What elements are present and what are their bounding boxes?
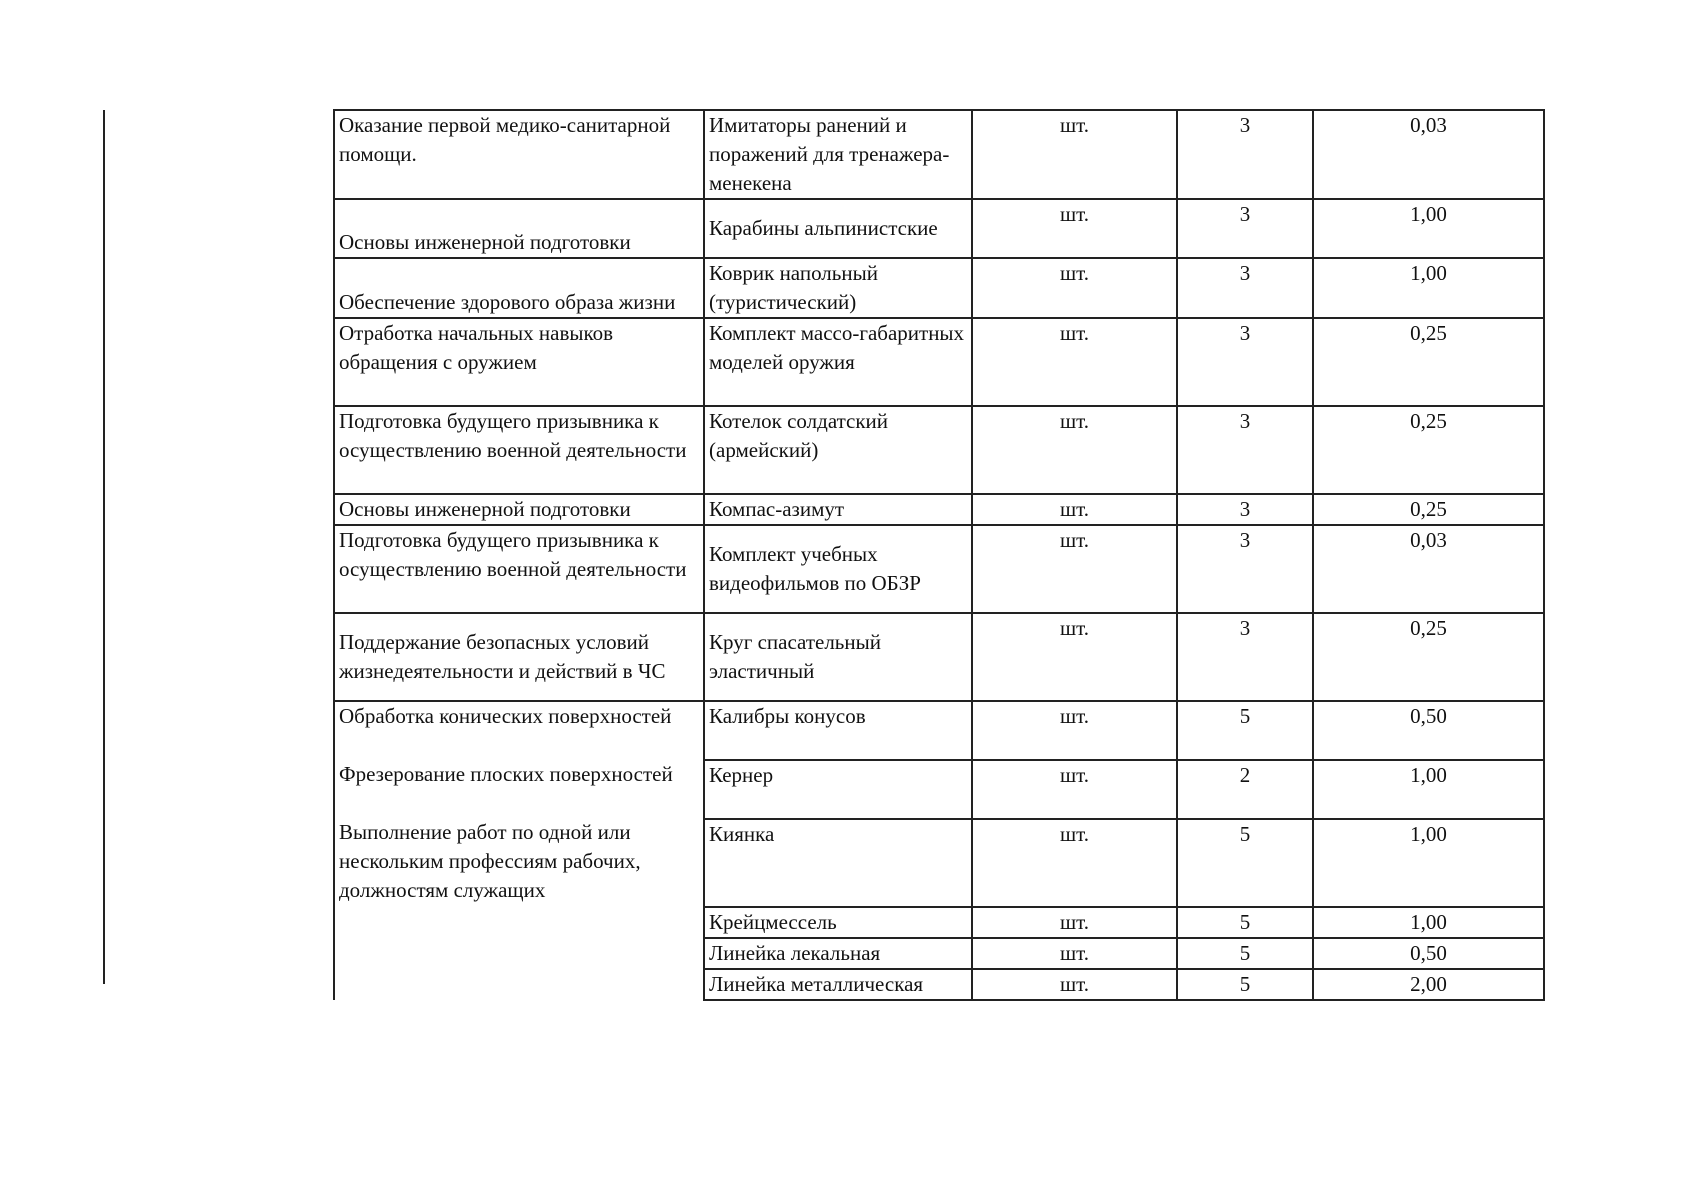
item-cell: Компас-азимут [704, 494, 972, 525]
quantity-cell: 2 [1177, 760, 1313, 819]
unit-cell: шт. [972, 110, 1177, 199]
section-cell: Основы инженерной подготовки [334, 199, 704, 258]
norm-cell: 0,03 [1313, 110, 1544, 199]
section-line: Фрезерование плоских поверхностей [339, 762, 673, 786]
item-cell: Крейцмессель [704, 907, 972, 938]
norm-cell: 2,00 [1313, 969, 1544, 1000]
norm-cell: 1,00 [1313, 760, 1544, 819]
section-line: Выполнение работ по одной или нескольким профессиям рабочих, должностям служащих [339, 820, 641, 902]
unit-cell: шт. [972, 525, 1177, 613]
section-cell: Поддержание безопасных условий жизнедеятельности и действий в ЧС [334, 613, 704, 701]
quantity-cell: 5 [1177, 907, 1313, 938]
item-cell: Котелок солдатский (армейский) [704, 406, 972, 494]
unit-cell: шт. [972, 760, 1177, 819]
norm-cell: 1,00 [1313, 258, 1544, 318]
norm-cell: 1,00 [1313, 907, 1544, 938]
quantity-cell: 5 [1177, 701, 1313, 760]
norm-cell: 0,50 [1313, 701, 1544, 760]
section-cell: Подготовка будущего призывника к осуществлению военной деятельности [334, 406, 704, 494]
section-line: Обработка конических поверхностей [339, 704, 672, 728]
item-cell: Коврик напольный (туристический) [704, 258, 972, 318]
norm-cell: 0,25 [1313, 406, 1544, 494]
norm-cell: 0,50 [1313, 938, 1544, 969]
item-cell: Карабины альпинистские [704, 199, 972, 258]
table-row [334, 199, 1544, 258]
table-row [334, 318, 1544, 406]
table-row [334, 525, 1544, 613]
unit-cell: шт. [972, 907, 1177, 938]
section-cell: Подготовка будущего призывника к осуществлению военной деятельности [334, 525, 704, 613]
item-cell: Комплект учебных видеофильмов по ОБЗР [704, 525, 972, 613]
quantity-cell: 3 [1177, 494, 1313, 525]
table-row [334, 494, 1544, 525]
quantity-cell: 5 [1177, 938, 1313, 969]
norm-cell: 0,25 [1313, 318, 1544, 406]
table-row [334, 258, 1544, 318]
quantity-cell: 3 [1177, 318, 1313, 406]
item-cell: Круг спасательный эластичный [704, 613, 972, 701]
unit-cell: шт. [972, 701, 1177, 760]
norm-cell: 1,00 [1313, 199, 1544, 258]
table-row [334, 613, 1544, 701]
equipment-table [333, 109, 1545, 1001]
table-row [334, 406, 1544, 494]
unit-cell: шт. [972, 318, 1177, 406]
unit-cell: шт. [972, 969, 1177, 1000]
section-cell: Основы инженерной подготовки [334, 494, 704, 525]
item-cell: Линейка металлическая [704, 969, 972, 1000]
unit-cell: шт. [972, 613, 1177, 701]
item-cell: Кернер [704, 760, 972, 819]
item-cell: Комплект массо-габаритных моделей оружия [704, 318, 972, 406]
section-cell: Отработка начальных навыков обращения с оружием [334, 318, 704, 406]
quantity-cell: 3 [1177, 258, 1313, 318]
item-cell: Имитаторы ранений и поражений для тренажера-менекена [704, 110, 972, 199]
quantity-cell: 3 [1177, 525, 1313, 613]
unit-cell: шт. [972, 199, 1177, 258]
unit-cell: шт. [972, 406, 1177, 494]
section-cell: Оказание первой медико-санитарной помощи. [334, 110, 704, 199]
table-row [334, 701, 1544, 760]
quantity-cell: 5 [1177, 819, 1313, 907]
unit-cell: шт. [972, 819, 1177, 907]
quantity-cell: 3 [1177, 199, 1313, 258]
unit-cell: шт. [972, 494, 1177, 525]
quantity-cell: 3 [1177, 613, 1313, 701]
unit-cell: шт. [972, 258, 1177, 318]
merged-section-cell [334, 701, 704, 1000]
norm-cell: 0,25 [1313, 494, 1544, 525]
item-cell: Линейка лекальная [704, 938, 972, 969]
table-row [334, 110, 1544, 199]
quantity-cell: 3 [1177, 110, 1313, 199]
left-margin-rule [103, 110, 105, 984]
quantity-cell: 3 [1177, 406, 1313, 494]
norm-cell: 1,00 [1313, 819, 1544, 907]
norm-cell: 0,03 [1313, 525, 1544, 613]
item-cell: Киянка [704, 819, 972, 907]
section-cell: Обеспечение здорового образа жизни [334, 258, 704, 318]
item-cell: Калибры конусов [704, 701, 972, 760]
norm-cell: 0,25 [1313, 613, 1544, 701]
quantity-cell: 5 [1177, 969, 1313, 1000]
unit-cell: шт. [972, 938, 1177, 969]
